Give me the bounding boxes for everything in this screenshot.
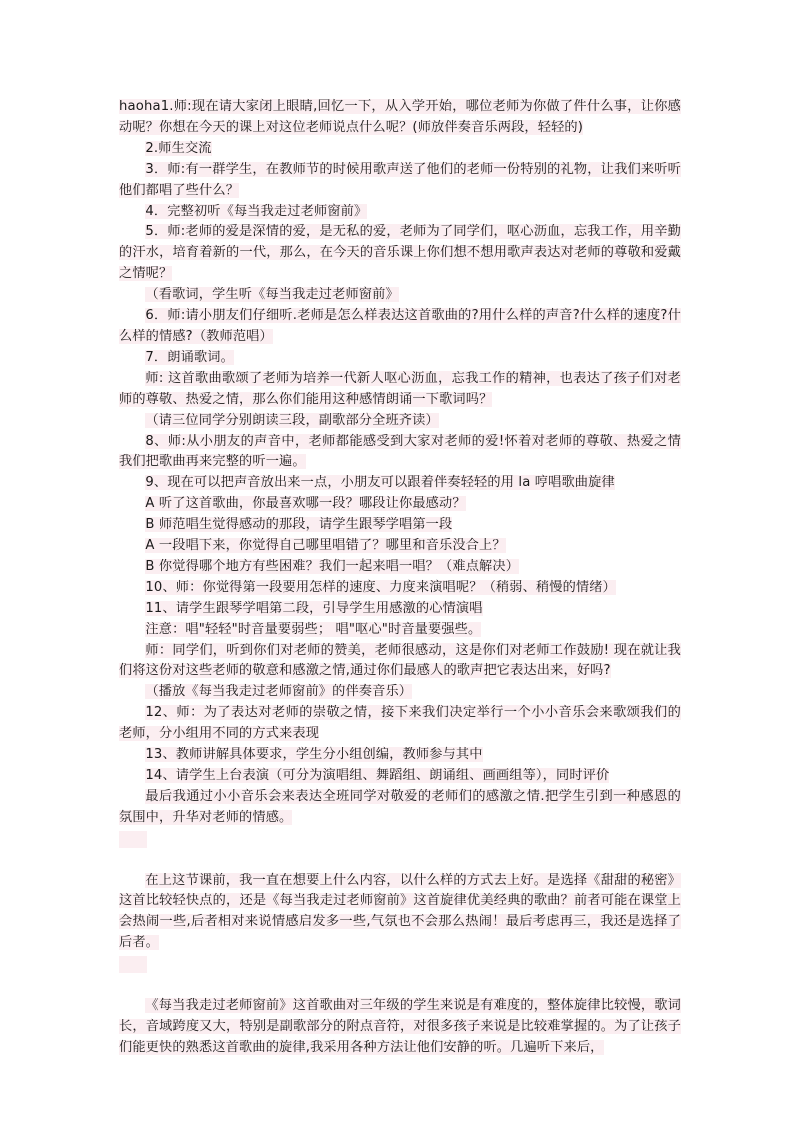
highlight-mark (119, 831, 147, 848)
paragraph-text: 师: 这首歌曲歌颂了老师为培养一代新人呕心沥血，忘我工作的精神，也表达了孩子们对老师的尊敬、热爱之情，那么你们能用这种感情朗诵一下歌词吗？ (119, 370, 681, 407)
paragraph (119, 682, 681, 703)
empty-highlighted-line (119, 829, 681, 850)
paragraph (119, 787, 681, 829)
paragraph (119, 160, 681, 202)
paragraph (119, 515, 681, 536)
paragraph (119, 557, 681, 578)
paragraph (119, 578, 681, 599)
paragraph (119, 97, 681, 139)
paragraph-text: A 听了这首歌曲，你最喜欢哪一段？哪段让你最感动？ (145, 496, 466, 512)
paragraph (119, 766, 681, 787)
paragraph-text: 师：同学们，听到你们对老师的赞美，老师很感动，这是你们对老师工作鼓励! 现在就让我们将这份对这些老师的敬意和感激之情,通过你们最感人的歌声把它表达出来，好吗? (119, 642, 681, 679)
paragraph (119, 703, 681, 745)
paragraph-text: 3．师:有一群学生，在教师节的时候用歌声送了他们的老师一份特别的礼物，让我们来听听他们都唱了些什么？ (119, 161, 681, 198)
paragraph (119, 202, 681, 223)
paragraph (119, 306, 681, 348)
paragraph (119, 411, 681, 432)
paragraph-text: 4．完整初听《每当我走过老师窗前》 (145, 203, 368, 219)
paragraph (119, 494, 681, 515)
paragraph-text: （请三位同学分别朗读三段，副歌部分全班齐读） (145, 412, 439, 428)
empty-highlighted-line (119, 954, 681, 975)
paragraph (119, 641, 681, 683)
paragraph-text: haoha1.师:现在请大家闭上眼睛,回忆一下，从入学开始，哪位老师为你做了件什么事，让你感动呢？你想在今天的课上对这位老师说点什么呢？(师放伴奏音乐两段，轻轻的) (119, 99, 681, 135)
paragraph (119, 139, 681, 160)
paragraph (119, 745, 681, 766)
paragraph-text: 12、师：为了表达对老师的崇敬之情，接下来我们决定举行一个小小音乐会来歌颂我们的老师，分小组用不同的方式来表现 (119, 705, 681, 742)
paragraph-text: 注意：唱"轻轻"时音量要弱些； 唱"呕心"时音量要强些。 (145, 621, 482, 637)
paragraph-text: 2.师生交流 (145, 140, 212, 156)
blank-line (119, 850, 681, 871)
paragraph (119, 599, 681, 620)
paragraph (119, 432, 681, 474)
paragraph (119, 871, 681, 955)
paragraph (119, 536, 681, 557)
blank-line (119, 975, 681, 996)
paragraph-text: A 一段唱下来，你觉得自己哪里唱错了？哪里和音乐没合上？ (145, 538, 506, 554)
highlight-mark (119, 956, 147, 973)
paragraph-text: B 师范唱生觉得感动的那段，请学生跟琴学唱第一段 (145, 517, 453, 533)
document-page (119, 97, 681, 1059)
paragraph (119, 348, 681, 369)
paragraph-text: 最后我通过小小音乐会来表达全班同学对敬爱的老师们的感激之情.把学生引到一种感恩的氛围中，升华对老师的情感。 (119, 788, 681, 825)
paragraph-text: 9、现在可以把声音放出来一点，小朋友可以跟着伴奏轻轻的用 la 哼唱歌曲旋律 (145, 475, 615, 491)
paragraph-text: （看歌词，学生听《每当我走过老师窗前》 (145, 287, 399, 303)
paragraph-text: 14、请学生上台表演（可分为演唱组、舞蹈组、朗诵组、画画组等），同时评价 (145, 768, 610, 783)
paragraph (119, 473, 681, 494)
paragraph-text: 5．师:老师的爱是深情的爱，是无私的爱，老师为了同学们，呕心沥血，忘我工作，用辛勤的汗水，培育着新的一代，那么，在今天的音乐课上你们想不想用歌声表达对老师的尊敬和爱戴之情呢？ (119, 224, 681, 282)
paragraph-text: 6．师:请小朋友们仔细听.老师是怎么样表达这首歌曲的?用什么样的声音?什么样的速度?什么样的情感?（教师范唱） (119, 308, 681, 344)
paragraph (119, 996, 681, 1059)
paragraph (119, 620, 681, 641)
paragraph-text: B 你觉得哪个地方有些困难？我们一起来唱一唱？（难点解决） (145, 558, 520, 574)
paragraph-text: 10、师：你觉得第一段要用怎样的速度、力度来演唱呢？（稍弱、稍慢的情绪） (145, 579, 616, 595)
paragraph-text: 11、请学生跟琴学唱第二段，引导学生用感激的心情演唱 (145, 600, 483, 616)
paragraph (119, 222, 681, 285)
paragraph-text: 在上这节课前，我一直在想要上什么内容，以什么样的方式去上好。是选择《甜甜的秘密》这首比较轻快点的，还是《每当我走过老师窗前》这首旋律优美经典的歌曲？前者可能在课堂上会热闹一些,后者相对来说情感启发多一些,气氛也不会那么热闹！最后考虑再三，我还是选择了后者。 (119, 872, 681, 951)
paragraph-text: 13、教师讲解具体要求，学生分小组创编，教师参与其中 (145, 747, 483, 763)
paragraph (119, 369, 681, 411)
paragraph-text: 《每当我走过老师窗前》这首歌曲对三年级的学生来说是有难度的，整体旋律比较慢，歌词长，音域跨度又大，特别是副歌部分的附点音符，对很多孩子来说是比较难掌握的。为了让孩子们能更快的熟悉这首歌曲的旋律,我采用各种方法让他们安静的听。几遍听下来后， (119, 997, 681, 1055)
paragraph-text: 7．朗诵歌词。 (145, 349, 234, 365)
paragraph-text: 8、师:从小朋友的声音中，老师都能感受到大家对老师的爱!怀着对老师的尊敬、热爱之情我们把歌曲再来完整的听一遍。 (119, 433, 681, 470)
paragraph (119, 285, 681, 306)
paragraph-text: （播放《每当我走过老师窗前》的伴奏音乐） (145, 684, 413, 700)
